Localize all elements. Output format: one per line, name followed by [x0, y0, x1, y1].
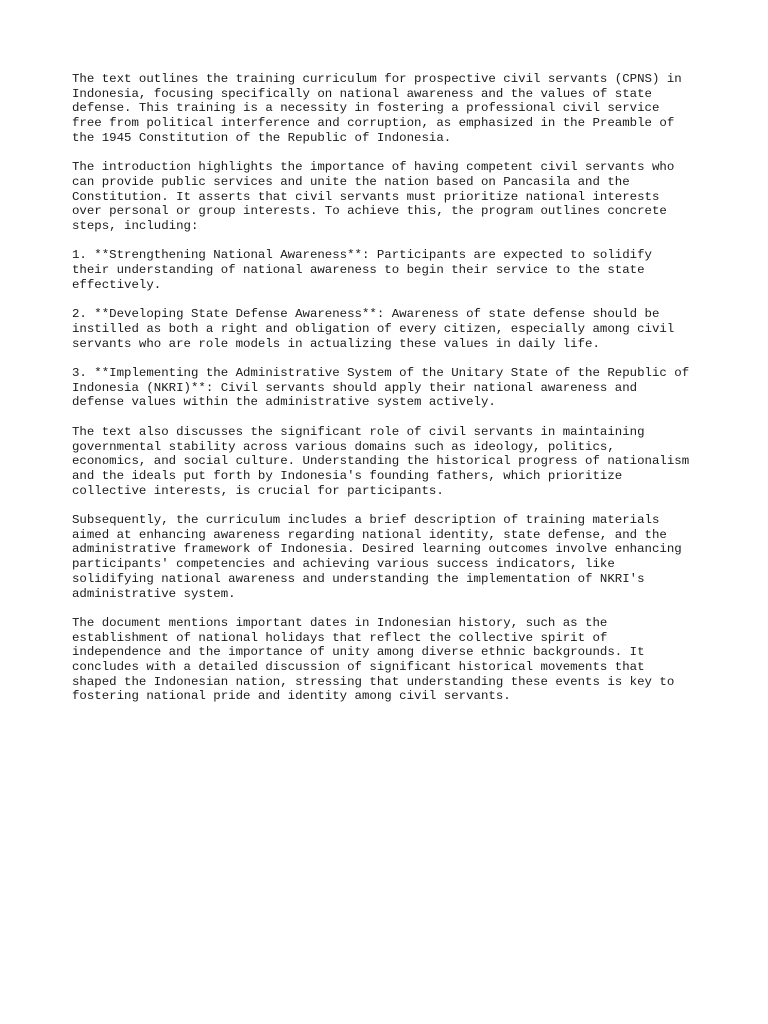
step-3-paragraph: 3. **Implementing the Administrative System of the Unitary State of the Republic of Indonesia (NKRI)**: Civil servants should apply their national awareness and defense values within the administrative system actively. — [72, 366, 690, 410]
step-1-paragraph: 1. **Strengthening National Awareness**: Participants are expected to solidify their understanding of national awareness to begin their service to the state effectively. — [72, 248, 652, 292]
introduction-summary-paragraph: The introduction highlights the importance of having competent civil servants who can provide public services and unite the nation based on Pancasila and the Constitution. It asserts that civil servants must prioritize national interests over personal or group interests. To achieve this, the program outlines concrete steps, including: — [72, 160, 675, 234]
step-2-paragraph: 2. **Developing State Defense Awareness**: Awareness of state defense should be instilled as both a right and obligation of every citizen, especially among civil servants who are role models in actualizing these values in daily life. — [72, 307, 675, 351]
history-paragraph: The document mentions important dates in Indonesian history, such as the establishment of national holidays that reflect the collective spirit of independence and the importance of unity among diverse ethnic backgrounds. It concludes with a detailed discussion of significant historical movements that shaped the Indonesian nation, stressing that understanding these events is key to fostering national pride and identity among civil servants. — [72, 615, 675, 704]
curriculum-paragraph: Subsequently, the curriculum includes a brief description of training materials aimed at enhancing awareness regarding national identity, state defense, and the administrative framework of Indonesia. Desired learning outcomes involve enhancing participants' competencies and achieving various success indicators, like solidifying national awareness and understanding the implementation of NKRI's administrative system. — [72, 513, 682, 601]
document-page — [72, 72, 712, 719]
intro-paragraph: The text outlines the training curriculum for prospective civil servants (CPNS) in Indonesia, focusing specifically on national awareness and the values of state defense. This training is a necessity in fostering a professional civil service free from political interference and corruption, as emphasized in the Preamble of the 1945 Constitution of the Republic of Indonesia. — [72, 72, 682, 145]
role-paragraph: The text also discusses the significant role of civil servants in maintaining governmental stability across various domains such as ideology, politics, economics, and social culture. Understanding the historical progress of nationalism and the ideals put forth by Indonesia's founding fathers, which prioritize collective interests, is crucial for participants. — [72, 424, 690, 498]
